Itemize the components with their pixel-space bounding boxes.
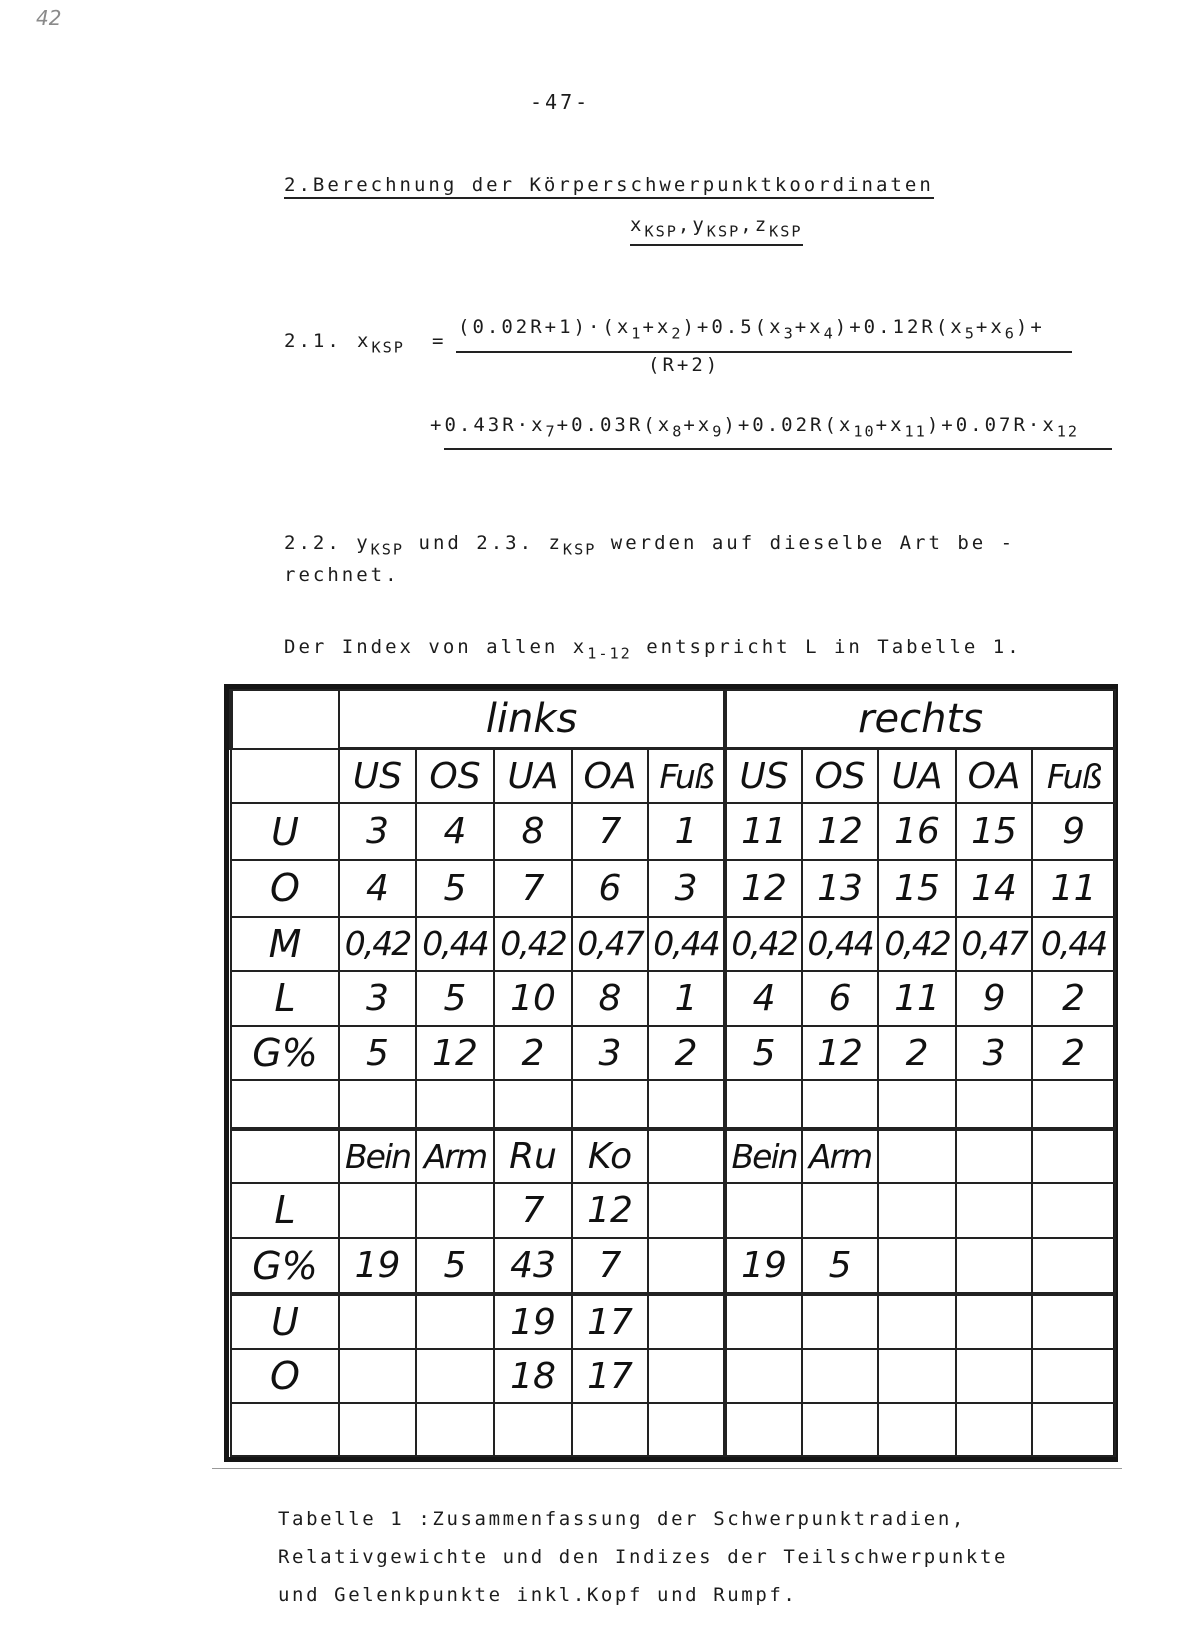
table-cell bbox=[416, 1294, 494, 1349]
table-lower-header-row bbox=[231, 1129, 1115, 1184]
table-cell: 13 bbox=[802, 860, 878, 917]
table-cell: 0,44 bbox=[648, 917, 725, 972]
row-label: U bbox=[231, 1294, 339, 1349]
row-label: M bbox=[231, 917, 339, 972]
segment-text: )+0.5(x bbox=[682, 316, 784, 338]
table-cell: 6 bbox=[572, 860, 648, 917]
table-row-label-cell bbox=[231, 1129, 339, 1184]
table-cell bbox=[802, 1080, 878, 1128]
table-cell: 9 bbox=[956, 971, 1032, 1026]
segment-sub: 8 bbox=[672, 422, 684, 441]
segment-text: entspricht L in Tabelle 1. bbox=[631, 636, 1022, 658]
lower-header-cell bbox=[648, 1129, 725, 1184]
table-cell: 5 bbox=[416, 971, 494, 1026]
table-cell: 11 bbox=[1032, 860, 1115, 917]
segment-text: +x bbox=[875, 414, 905, 436]
row-label: G% bbox=[231, 1238, 339, 1295]
segment-text: +0.43R·x bbox=[430, 414, 546, 436]
lower-header-cell: Arm bbox=[802, 1129, 878, 1184]
table-cell: 0,47 bbox=[572, 917, 648, 972]
segment-sub: KSP bbox=[644, 222, 678, 241]
table-cell: 16 bbox=[878, 803, 956, 860]
table-cell bbox=[648, 1294, 725, 1349]
lower-header-cell: Arm bbox=[416, 1129, 494, 1184]
table-cell: 1 bbox=[648, 971, 725, 1026]
table-cell: 15 bbox=[878, 860, 956, 917]
table-row bbox=[231, 1349, 1115, 1404]
table-cell: 17 bbox=[572, 1294, 648, 1349]
table-cell: 0,42 bbox=[494, 917, 572, 972]
formula-lhs-base: x bbox=[357, 330, 372, 352]
table-cell: 11 bbox=[878, 971, 956, 1026]
segment-text: +x bbox=[975, 316, 1005, 338]
segment-text: und 2.3. z bbox=[404, 532, 563, 554]
table-cell: 9 bbox=[1032, 803, 1115, 860]
table-cell bbox=[802, 1403, 878, 1456]
table-cell bbox=[339, 1349, 416, 1404]
segment-text: , bbox=[677, 214, 693, 236]
table-cell: 0,44 bbox=[802, 917, 878, 972]
row-label bbox=[231, 1080, 339, 1128]
formula-lhs bbox=[357, 330, 405, 356]
lower-header-cell bbox=[1032, 1129, 1115, 1184]
table-row bbox=[231, 1183, 1115, 1238]
segment-sub: 3 bbox=[783, 324, 795, 343]
table-cell: 19 bbox=[339, 1238, 416, 1295]
segment-text: +x bbox=[642, 316, 672, 338]
formula-continuation bbox=[430, 414, 1079, 440]
table-cell: 18 bbox=[494, 1349, 572, 1404]
table-segment-header-row bbox=[231, 749, 1115, 804]
segment-text: , bbox=[740, 214, 755, 236]
row-label bbox=[231, 1403, 339, 1456]
formula-numerator bbox=[458, 316, 1045, 342]
segment-text: +x bbox=[794, 316, 824, 338]
table-cell: 10 bbox=[494, 971, 572, 1026]
segment-base: y bbox=[692, 214, 707, 236]
paragraph-2-2-line2: rechnet. bbox=[284, 564, 400, 586]
table-cell bbox=[1032, 1238, 1115, 1295]
segment-header-cell: Fuß bbox=[648, 749, 725, 804]
index-note bbox=[284, 636, 1022, 662]
table-cell bbox=[878, 1349, 956, 1404]
segment-sub: 5 bbox=[964, 324, 976, 343]
table-cell: 3 bbox=[339, 971, 416, 1026]
lower-header-cell bbox=[956, 1129, 1032, 1184]
segment-sub: KSP bbox=[769, 222, 803, 241]
table-cell bbox=[956, 1294, 1032, 1349]
segment-sub: 2 bbox=[671, 324, 683, 343]
table-cell: 3 bbox=[339, 803, 416, 860]
table-cell bbox=[878, 1294, 956, 1349]
table-cell: 3 bbox=[956, 1026, 1032, 1081]
table-cell: 0,44 bbox=[1032, 917, 1115, 972]
table-row bbox=[231, 971, 1115, 1026]
table-cell bbox=[648, 1403, 725, 1456]
table-cell bbox=[648, 1183, 725, 1238]
table-cell bbox=[339, 1080, 416, 1128]
table-row bbox=[231, 803, 1115, 860]
segment-sub: 9 bbox=[712, 422, 724, 441]
segment-sub: 10 bbox=[853, 422, 876, 441]
table-cell: 0,47 bbox=[956, 917, 1032, 972]
table-cell: 4 bbox=[416, 803, 494, 860]
table-cell bbox=[339, 1403, 416, 1456]
segment-header-cell: UA bbox=[494, 749, 572, 804]
table-cell: 2 bbox=[648, 1026, 725, 1081]
table-cell bbox=[878, 1238, 956, 1295]
table-cell bbox=[339, 1294, 416, 1349]
table-cell bbox=[1032, 1403, 1115, 1456]
segment-text: +x bbox=[683, 414, 713, 436]
table-corner-cell bbox=[231, 690, 339, 749]
table-row bbox=[231, 860, 1115, 917]
table-cell: 5 bbox=[725, 1026, 802, 1081]
segment-base: z bbox=[754, 214, 770, 236]
table-body bbox=[231, 690, 1115, 1456]
table-cell: 12 bbox=[416, 1026, 494, 1081]
table-cell bbox=[648, 1349, 725, 1404]
segment-sub: KSP bbox=[706, 222, 741, 241]
table-cell: 4 bbox=[339, 860, 416, 917]
table-cell: 11 bbox=[725, 803, 802, 860]
table-cell bbox=[648, 1080, 725, 1128]
formula-lhs-sub: KSP bbox=[371, 338, 405, 357]
table-cell: 5 bbox=[416, 1238, 494, 1295]
table-cell bbox=[878, 1403, 956, 1456]
row-label: L bbox=[231, 1183, 339, 1238]
lower-header-cell: Ru bbox=[494, 1129, 572, 1184]
segment-text: Der Index von allen x bbox=[284, 636, 588, 658]
segment-text: )+0.07R·x bbox=[926, 414, 1057, 436]
table-cell bbox=[416, 1403, 494, 1456]
table-cell: 7 bbox=[572, 803, 648, 860]
table-cell: 12 bbox=[802, 1026, 878, 1081]
row-label: L bbox=[231, 971, 339, 1026]
table-cell bbox=[725, 1183, 802, 1238]
table-cell bbox=[416, 1183, 494, 1238]
table-cell: 19 bbox=[725, 1238, 802, 1295]
segment-header-cell: US bbox=[725, 749, 802, 804]
formula-label: 2.1. bbox=[284, 330, 342, 352]
caption-line-3: und Gelenkpunkte inkl.Kopf und Rumpf. bbox=[278, 1584, 798, 1606]
table-cell bbox=[339, 1183, 416, 1238]
table-cell: 8 bbox=[494, 803, 572, 860]
table-cell bbox=[878, 1183, 956, 1238]
table-cell: 3 bbox=[648, 860, 725, 917]
table-cell: 2 bbox=[1032, 1026, 1115, 1081]
segment-sub: 4 bbox=[823, 324, 835, 343]
table-cell bbox=[878, 1080, 956, 1128]
table-cell bbox=[572, 1403, 648, 1456]
table-cell bbox=[1032, 1349, 1115, 1404]
table-cell: 8 bbox=[572, 971, 648, 1026]
page-number: -47- bbox=[530, 90, 591, 114]
segment-sub: 7 bbox=[545, 422, 557, 441]
caption-line-1: Tabelle 1 :Zusammenfassung der Schwerpunktradien, bbox=[278, 1508, 966, 1530]
table-cell bbox=[725, 1294, 802, 1349]
row-label: O bbox=[231, 860, 339, 917]
table-cell: 12 bbox=[572, 1183, 648, 1238]
segment-header-cell: OA bbox=[572, 749, 648, 804]
table-row bbox=[231, 1294, 1115, 1349]
table-cell bbox=[802, 1349, 878, 1404]
table-row bbox=[231, 1403, 1115, 1456]
segment-text: +0.03R(x bbox=[556, 414, 673, 436]
segment-sub: 11 bbox=[904, 422, 927, 441]
lower-header-cell: Bein bbox=[339, 1129, 416, 1184]
segment-sub: KSP bbox=[562, 540, 597, 559]
lower-header-cell: Ko bbox=[572, 1129, 648, 1184]
table-cell: 43 bbox=[494, 1238, 572, 1295]
table-cell: 19 bbox=[494, 1294, 572, 1349]
row-label: O bbox=[231, 1349, 339, 1404]
segment-sub: 1 bbox=[631, 324, 643, 343]
table-cell bbox=[956, 1183, 1032, 1238]
lower-header-cell bbox=[878, 1129, 956, 1184]
table-cell bbox=[956, 1080, 1032, 1128]
table-cell: 7 bbox=[494, 1183, 572, 1238]
continuation-bar bbox=[444, 448, 1112, 450]
formula-equals: = bbox=[432, 330, 447, 352]
segment-header-cell: OS bbox=[416, 749, 494, 804]
table-cell: 2 bbox=[494, 1026, 572, 1081]
segment-sub: 6 bbox=[1004, 324, 1016, 343]
segment-text: )+0.12R(x bbox=[834, 316, 965, 338]
bottom-rule bbox=[212, 1468, 1122, 1469]
segment-text: werden auf dieselbe Art be - bbox=[596, 532, 1016, 554]
segment-sub: KSP bbox=[370, 540, 405, 559]
table-cell bbox=[725, 1349, 802, 1404]
fraction-bar bbox=[456, 351, 1072, 353]
group-header-links: links bbox=[339, 690, 725, 749]
table-caption bbox=[278, 1500, 1008, 1614]
table-cell: 6 bbox=[802, 971, 878, 1026]
table-cell bbox=[802, 1183, 878, 1238]
table-cell: 0,44 bbox=[416, 917, 494, 972]
table-cell: 0,42 bbox=[878, 917, 956, 972]
table-cell bbox=[1032, 1080, 1115, 1128]
segment-header-cell: OA bbox=[956, 749, 1032, 804]
segment-header-cell: UA bbox=[878, 749, 956, 804]
table-cell: 12 bbox=[802, 803, 878, 860]
table-cell: 2 bbox=[878, 1026, 956, 1081]
table-row bbox=[231, 1080, 1115, 1128]
segment-header-cell: Fuß bbox=[1032, 749, 1115, 804]
paragraph-2-2-line1 bbox=[284, 532, 1015, 558]
segment-text: 2.2. y bbox=[284, 532, 371, 554]
table-cell bbox=[648, 1238, 725, 1295]
caption-line-2: Relativgewichte und den Indizes der Teilschwerpunkte bbox=[278, 1546, 1009, 1568]
table-cell: 0,42 bbox=[725, 917, 802, 972]
table-row bbox=[231, 917, 1115, 972]
table-cell bbox=[956, 1238, 1032, 1295]
corner-note: 42 bbox=[36, 6, 62, 30]
table-cell: 4 bbox=[725, 971, 802, 1026]
table-cell bbox=[494, 1403, 572, 1456]
segment-header-cell: OS bbox=[802, 749, 878, 804]
table-cell: 14 bbox=[956, 860, 1032, 917]
summary-table-frame bbox=[224, 684, 1118, 1462]
table-cell: 2 bbox=[1032, 971, 1115, 1026]
section-subtitle bbox=[630, 214, 803, 246]
table-cell: 5 bbox=[339, 1026, 416, 1081]
table-group-header-row bbox=[231, 690, 1115, 749]
table-cell: 0,42 bbox=[339, 917, 416, 972]
table-cell: 7 bbox=[572, 1238, 648, 1295]
segment-base: x bbox=[630, 214, 645, 236]
table-cell bbox=[1032, 1183, 1115, 1238]
table-cell bbox=[494, 1080, 572, 1128]
table-cell: 1 bbox=[648, 803, 725, 860]
table-cell bbox=[572, 1080, 648, 1128]
table-cell: 7 bbox=[494, 860, 572, 917]
table-row bbox=[231, 1238, 1115, 1295]
row-label: U bbox=[231, 803, 339, 860]
table-cell bbox=[1032, 1294, 1115, 1349]
segment-header-cell: US bbox=[339, 749, 416, 804]
formula-denominator: (R+2) bbox=[648, 354, 721, 376]
section-title: 2.Berechnung der Körperschwerpunktkoordinaten bbox=[284, 174, 934, 199]
segment-sub: 12 bbox=[1056, 422, 1080, 441]
table-cell: 5 bbox=[416, 860, 494, 917]
table-cell: 5 bbox=[802, 1238, 878, 1295]
table-cell bbox=[725, 1080, 802, 1128]
table-cell bbox=[416, 1080, 494, 1128]
segment-sub: 1-12 bbox=[587, 644, 632, 663]
table-cell bbox=[416, 1349, 494, 1404]
segment-text: (0.02R+1)·(x bbox=[458, 316, 632, 338]
summary-table bbox=[229, 689, 1116, 1457]
table-cell: 12 bbox=[725, 860, 802, 917]
lower-header-cell: Bein bbox=[725, 1129, 802, 1184]
table-cell bbox=[956, 1349, 1032, 1404]
table-cell: 17 bbox=[572, 1349, 648, 1404]
table-cell: 15 bbox=[956, 803, 1032, 860]
row-label: G% bbox=[231, 1026, 339, 1081]
group-header-rechts: rechts bbox=[725, 690, 1115, 749]
table-cell: 3 bbox=[572, 1026, 648, 1081]
table-cell bbox=[725, 1403, 802, 1456]
table-row-label-cell bbox=[231, 749, 339, 804]
table-cell bbox=[802, 1294, 878, 1349]
segment-text: )+0.02R(x bbox=[723, 414, 854, 436]
table-cell bbox=[956, 1403, 1032, 1456]
segment-text: )+ bbox=[1015, 316, 1045, 338]
table-row bbox=[231, 1026, 1115, 1081]
